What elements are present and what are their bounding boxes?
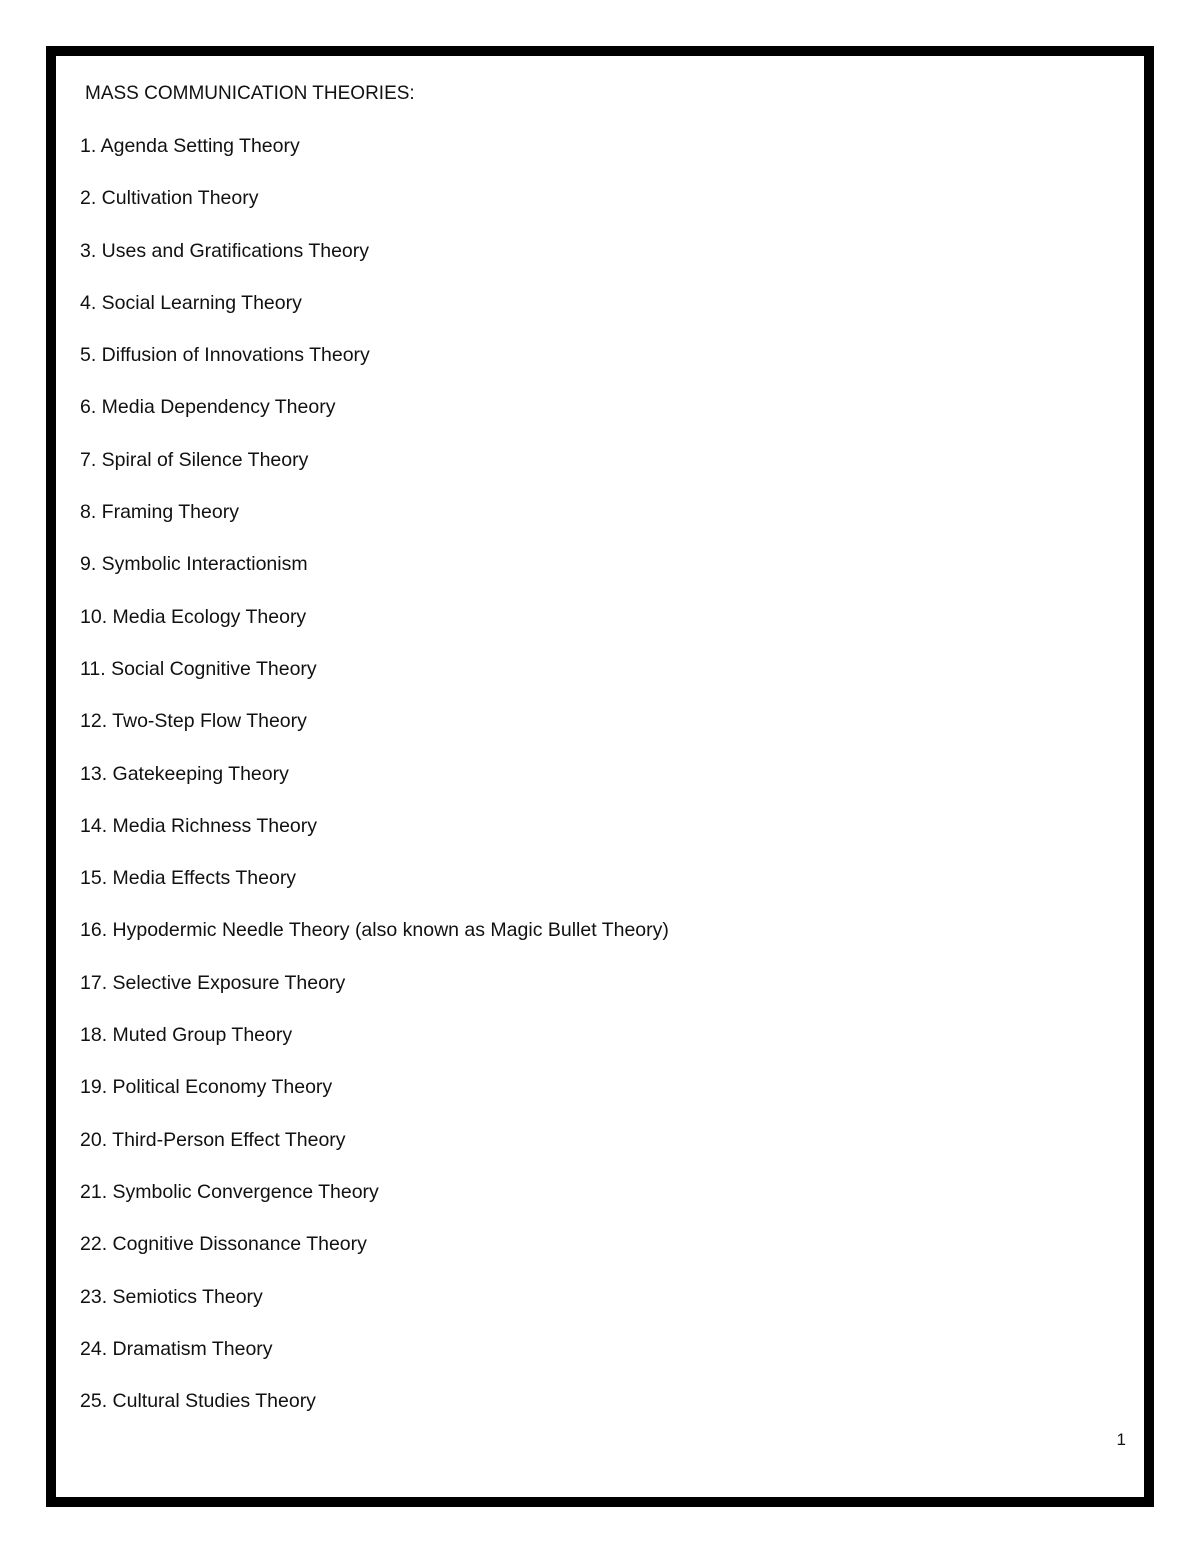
list-item: 13. Gatekeeping Theory (80, 762, 289, 785)
theory-list (80, 134, 1120, 1413)
list-item: 7. Spiral of Silence Theory (80, 448, 309, 471)
list-item: 11. Social Cognitive Theory (80, 657, 317, 680)
list-item: 17. Selective Exposure Theory (80, 971, 346, 994)
list-item: 8. Framing Theory (80, 501, 239, 524)
list-item: 23. Semiotics Theory (80, 1285, 263, 1308)
page-frame (46, 46, 1154, 1507)
list-item: 3. Uses and Gratifications Theory (80, 239, 370, 262)
page-content (80, 82, 1120, 1413)
list-item: 5. Diffusion of Innovations Theory (80, 344, 370, 367)
list-item: 2. Cultivation Theory (80, 187, 259, 210)
list-item: 22. Cognitive Dissonance Theory (80, 1233, 367, 1256)
list-item: 16. Hypodermic Needle Theory (also known as Magic Bullet Theory) (80, 919, 669, 942)
list-item: 12. Two-Step Flow Theory (80, 710, 307, 733)
list-item: 6. Media Dependency Theory (80, 396, 336, 419)
list-item: 10. Media Ecology Theory (80, 605, 307, 628)
list-item: 14. Media Richness Theory (80, 814, 318, 837)
list-item: 1. Agenda Setting Theory (80, 135, 300, 157)
list-item: 15. Media Effects Theory (80, 867, 297, 890)
list-item: 19. Political Economy Theory (80, 1076, 333, 1099)
list-item: 18. Muted Group Theory (80, 1024, 293, 1047)
document-title: MASS COMMUNICATION THEORIES: (85, 83, 415, 104)
list-item: 25. Cultural Studies Theory (80, 1390, 316, 1413)
page-number: 1 (1116, 1430, 1126, 1449)
list-item: 24. Dramatism Theory (80, 1337, 273, 1360)
list-item: 21. Symbolic Convergence Theory (80, 1180, 379, 1203)
list-item: 20. Third-Person Effect Theory (80, 1128, 346, 1151)
list-item: 4. Social Learning Theory (80, 291, 302, 314)
list-item: 9. Symbolic Interactionism (80, 553, 308, 576)
